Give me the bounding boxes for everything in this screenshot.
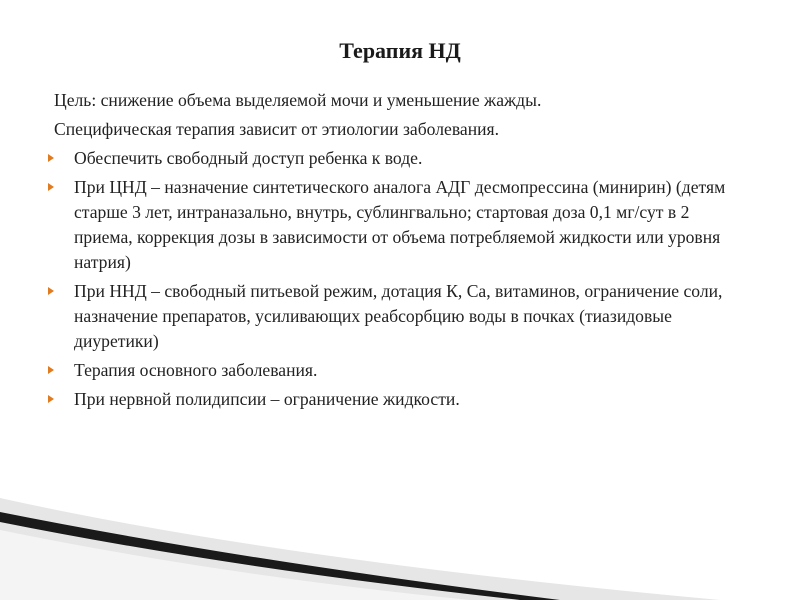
goal-line: Цель: снижение объема выделяемой мочи и уменьшение жажды. [54, 90, 542, 110]
list-item-text: Терапия основного заболевания. [74, 360, 318, 380]
list-item-text: При ЦНД – назначение синтетического аналога АДГ десмопрессина (минирин) (детям старше 3 лет, интраназально, внутрь, сублингвально; стартовая доза 0,1 мг/сут в 2 приема, коррекция дозы в зависимости от объема потребляемой жидкости или уровня натрия) [74, 177, 726, 272]
etiology-line: Специфическая терапия зависит от этиологии заболевания. [54, 119, 500, 139]
list-item-text: При ННД – свободный питьевой режим, дотация К, Са, витаминов, ограничение соли, назначение препаратов, усиливающих реабсорбцию воды в почках (тиазидовые диуретики) [74, 281, 723, 351]
slide-title: Терапия НД [339, 38, 461, 63]
list-item-text: При нервной полидипсии – ограничение жидкости. [74, 389, 460, 409]
list-item-text: Обеспечить свободный доступ ребенка к воде. [74, 148, 423, 168]
